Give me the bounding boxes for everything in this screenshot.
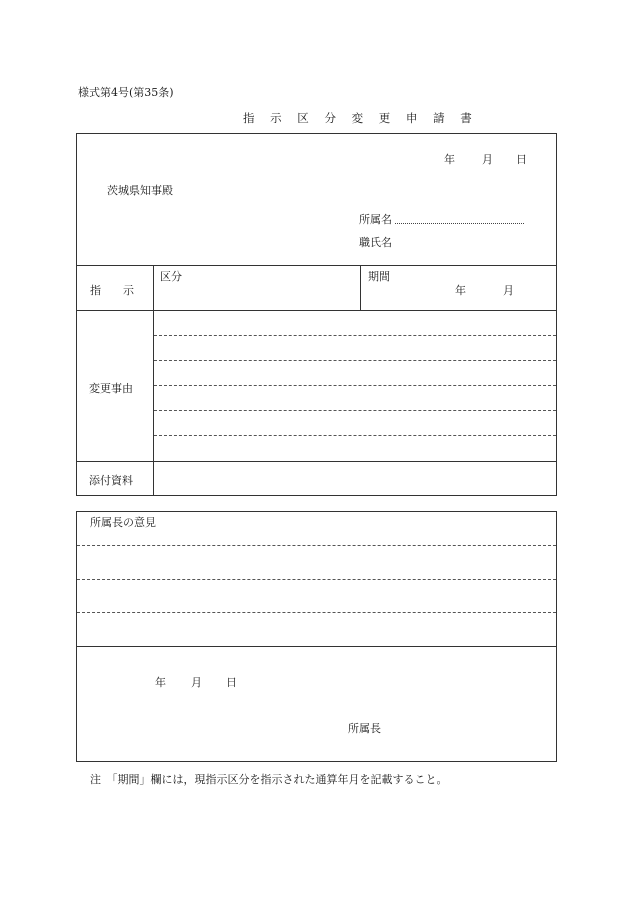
opinion-date-month: 月 (191, 676, 202, 689)
affiliation-label: 所属名 (359, 213, 392, 226)
divider (76, 310, 557, 311)
attachments-label: 添付資料 (89, 474, 133, 487)
affiliation-field[interactable] (395, 223, 524, 224)
footnote: 注 「期間」欄には，現指示区分を指示された通算年月を記載すること。 (90, 773, 448, 786)
reason-line[interactable] (154, 410, 556, 411)
head-label: 所属長 (348, 722, 381, 735)
name-label: 職氏名 (359, 236, 392, 249)
reason-label: 変更事由 (89, 382, 133, 395)
period-month-label: 月 (503, 284, 514, 297)
period-year-label: 年 (455, 284, 466, 297)
category-field[interactable] (156, 282, 356, 306)
category-label: 区分 (160, 270, 182, 283)
date-month-label: 月 (482, 153, 493, 166)
reason-line[interactable] (154, 385, 556, 386)
opinion-line[interactable] (77, 612, 556, 613)
period-divider (360, 265, 361, 310)
opinion-date-year: 年 (155, 676, 166, 689)
opinion-line[interactable] (77, 545, 556, 546)
opinion-line[interactable] (77, 579, 556, 580)
divider (76, 265, 557, 266)
instruction-label: 指 示 (90, 284, 134, 297)
attachments-field[interactable] (156, 465, 554, 493)
page-title: 指 示 区 分 変 更 申 請 書 (243, 111, 478, 125)
addressee: 茨城県知事殿 (107, 184, 173, 197)
form-number: 様式第4号(第35条) (78, 86, 174, 99)
opinion-box (76, 511, 557, 762)
period-label: 期間 (368, 270, 390, 283)
opinion-date-day: 日 (226, 676, 237, 689)
date-year-label: 年 (444, 153, 455, 166)
reason-line[interactable] (154, 435, 556, 436)
reason-line[interactable] (154, 335, 556, 336)
reason-line[interactable] (154, 360, 556, 361)
divider (76, 461, 557, 462)
opinion-label: 所属長の意見 (90, 516, 156, 529)
date-day-label: 日 (516, 153, 527, 166)
divider (76, 646, 557, 647)
